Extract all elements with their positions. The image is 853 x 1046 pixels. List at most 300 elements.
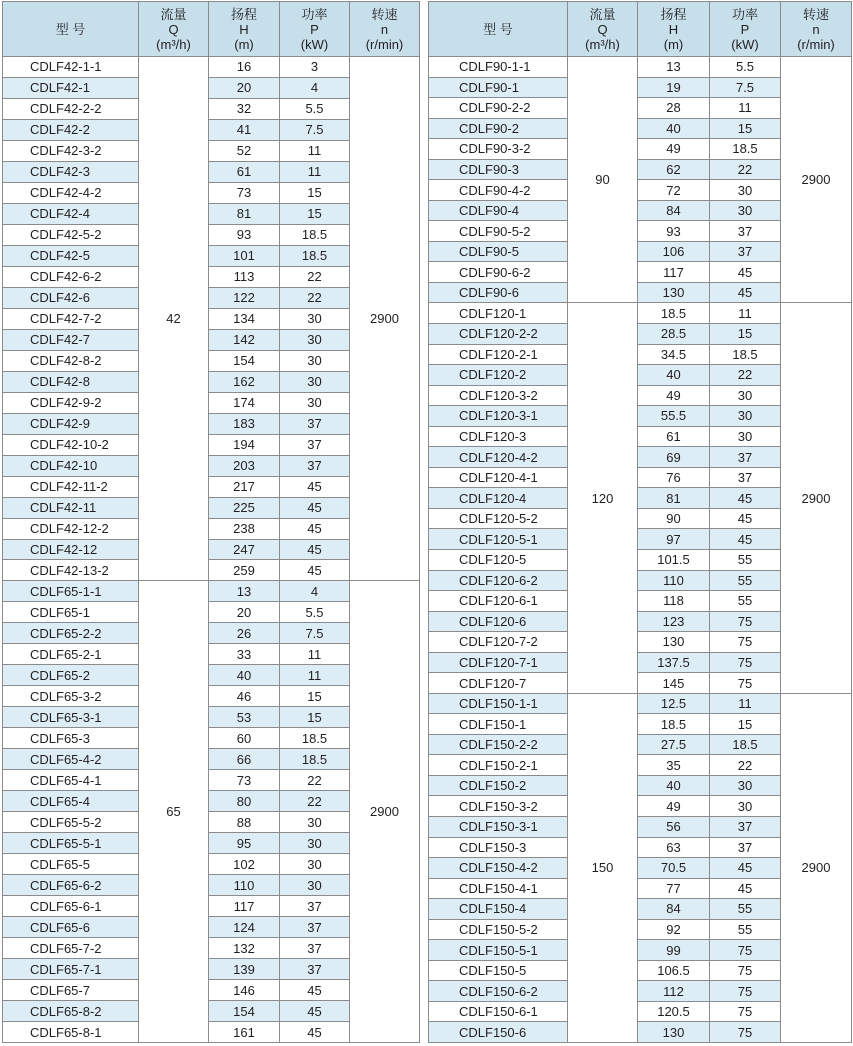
head-cell: 183: [209, 414, 280, 435]
model-cell: CDLF42-13-2: [3, 560, 139, 581]
power-cell: 5.5: [280, 602, 350, 623]
power-cell: 30: [710, 180, 781, 201]
model-cell: CDLF42-5-2: [3, 225, 139, 246]
head-cell: 113: [209, 267, 280, 288]
header-speed-unit: (r/min): [365, 36, 404, 52]
model-cell: CDLF120-4-1: [429, 468, 568, 489]
model-cell: CDLF42-9: [3, 414, 139, 435]
head-cell: 18.5: [638, 714, 710, 735]
power-cell: 45: [710, 529, 781, 550]
power-cell: 37: [710, 447, 781, 468]
power-cell: 3: [280, 57, 350, 78]
head-cell: 81: [638, 488, 710, 509]
model-cell: CDLF42-6: [3, 288, 139, 309]
model-cell: CDLF42-10-2: [3, 435, 139, 456]
head-cell: 146: [209, 980, 280, 1001]
head-cell: 84: [638, 899, 710, 920]
head-cell: 72: [638, 180, 710, 201]
header-flow-name: 流量: [589, 6, 616, 22]
model-cell: CDLF42-6-2: [3, 267, 139, 288]
model-cell: CDLF42-7-2: [3, 309, 139, 330]
power-cell: 37: [280, 896, 350, 917]
head-cell: 46: [209, 686, 280, 707]
model-cell: CDLF90-6: [429, 283, 568, 304]
header-head-unit: (m): [663, 36, 684, 52]
header-head-cell: [209, 2, 280, 57]
model-cell: CDLF90-2: [429, 119, 568, 140]
model-cell: CDLF90-5-2: [429, 221, 568, 242]
power-cell: 45: [280, 560, 350, 581]
flow-cell: 65: [139, 581, 209, 1043]
power-cell: 30: [710, 406, 781, 427]
head-cell: 130: [638, 283, 710, 304]
model-cell: CDLF150-2: [429, 776, 568, 797]
power-cell: 30: [280, 875, 350, 896]
model-cell: CDLF65-8-1: [3, 1022, 139, 1043]
model-cell: CDLF42-7: [3, 330, 139, 351]
head-cell: 33: [209, 644, 280, 665]
power-cell: 30: [280, 372, 350, 393]
model-cell: CDLF65-4-1: [3, 770, 139, 791]
power-cell: 11: [710, 694, 781, 715]
head-cell: 81: [209, 204, 280, 225]
model-cell: CDLF65-2-2: [3, 623, 139, 644]
model-cell: CDLF150-4-2: [429, 858, 568, 879]
power-cell: 4: [280, 581, 350, 602]
head-cell: 145: [638, 673, 710, 694]
power-cell: 15: [710, 714, 781, 735]
flow-cell: 90: [568, 57, 638, 303]
model-cell: CDLF120-3: [429, 427, 568, 448]
model-cell: CDLF120-5-1: [429, 529, 568, 550]
head-cell: 40: [638, 119, 710, 140]
model-cell: CDLF150-4: [429, 899, 568, 920]
model-cell: CDLF150-5-2: [429, 920, 568, 941]
head-cell: 70.5: [638, 858, 710, 879]
power-cell: 11: [280, 141, 350, 162]
model-cell: CDLF42-2-2: [3, 99, 139, 120]
power-cell: 15: [280, 686, 350, 707]
power-cell: 55: [710, 571, 781, 592]
head-cell: 88: [209, 812, 280, 833]
head-cell: 61: [638, 427, 710, 448]
header-head-unit: (m): [234, 36, 254, 52]
model-cell: CDLF120-4-2: [429, 447, 568, 468]
power-cell: 7.5: [710, 78, 781, 99]
head-cell: 132: [209, 938, 280, 959]
head-cell: 55.5: [638, 406, 710, 427]
head-cell: 110: [638, 571, 710, 592]
model-cell: CDLF42-9-2: [3, 393, 139, 414]
flow-cell: 150: [568, 694, 638, 1043]
header-power-name: 功率: [731, 6, 758, 22]
model-cell: CDLF65-2-1: [3, 644, 139, 665]
power-cell: 75: [710, 1002, 781, 1023]
power-cell: 15: [280, 204, 350, 225]
power-cell: 30: [710, 796, 781, 817]
power-cell: 45: [280, 519, 350, 540]
model-cell: CDLF120-7-2: [429, 632, 568, 653]
power-cell: 45: [710, 283, 781, 304]
power-cell: 45: [280, 1022, 350, 1043]
power-cell: 4: [280, 78, 350, 99]
head-cell: 117: [209, 896, 280, 917]
head-cell: 225: [209, 498, 280, 519]
model-cell: CDLF42-12: [3, 540, 139, 561]
head-cell: 66: [209, 749, 280, 770]
head-cell: 63: [638, 838, 710, 859]
power-cell: 15: [710, 119, 781, 140]
head-cell: 203: [209, 456, 280, 477]
head-cell: 40: [638, 776, 710, 797]
power-cell: 22: [280, 288, 350, 309]
head-cell: 32: [209, 99, 280, 120]
power-cell: 15: [710, 324, 781, 345]
head-cell: 16: [209, 57, 280, 78]
spec-table-right: [428, 1, 852, 1043]
header-speed-symbol: n: [380, 21, 389, 37]
header-speed-cell: [781, 2, 852, 57]
head-cell: 142: [209, 330, 280, 351]
head-cell: 217: [209, 477, 280, 498]
head-cell: 137.5: [638, 653, 710, 674]
power-cell: 5.5: [280, 99, 350, 120]
power-cell: 7.5: [280, 120, 350, 141]
model-cell: CDLF90-3: [429, 160, 568, 181]
power-cell: 45: [710, 509, 781, 530]
header-speed-name: 转速: [371, 6, 398, 22]
head-cell: 118: [638, 591, 710, 612]
head-cell: 27.5: [638, 735, 710, 756]
model-cell: CDLF65-7-2: [3, 938, 139, 959]
header-speed-name: 转速: [802, 6, 829, 22]
model-cell: CDLF120-3-2: [429, 386, 568, 407]
head-cell: 259: [209, 560, 280, 581]
head-cell: 93: [638, 221, 710, 242]
head-cell: 174: [209, 393, 280, 414]
power-cell: 18.5: [280, 246, 350, 267]
model-cell: CDLF42-3-2: [3, 141, 139, 162]
head-cell: 35: [638, 755, 710, 776]
head-cell: 93: [209, 225, 280, 246]
model-cell: CDLF120-1: [429, 303, 568, 324]
head-cell: 122: [209, 288, 280, 309]
head-cell: 49: [638, 386, 710, 407]
head-cell: 117: [638, 262, 710, 283]
model-cell: CDLF120-6: [429, 612, 568, 633]
power-cell: 30: [280, 309, 350, 330]
head-cell: 134: [209, 309, 280, 330]
model-cell: CDLF42-2: [3, 120, 139, 141]
model-cell: CDLF65-1: [3, 602, 139, 623]
model-cell: CDLF65-5-1: [3, 833, 139, 854]
head-cell: 99: [638, 940, 710, 961]
model-cell: CDLF90-3-2: [429, 139, 568, 160]
speed-cell: 2900: [350, 57, 420, 581]
power-cell: 55: [710, 920, 781, 941]
model-cell: CDLF150-6: [429, 1022, 568, 1043]
model-cell: CDLF120-5: [429, 550, 568, 571]
head-cell: 90: [638, 509, 710, 530]
power-cell: 45: [710, 488, 781, 509]
head-cell: 80: [209, 791, 280, 812]
model-cell: CDLF42-1: [3, 78, 139, 99]
header-flow-unit: (m³/h): [156, 36, 191, 52]
power-cell: 37: [280, 435, 350, 456]
power-cell: 30: [280, 393, 350, 414]
power-cell: 30: [280, 812, 350, 833]
head-cell: 12.5: [638, 694, 710, 715]
model-cell: CDLF150-4-1: [429, 879, 568, 900]
head-cell: 20: [209, 602, 280, 623]
model-cell: CDLF42-3: [3, 162, 139, 183]
head-cell: 49: [638, 796, 710, 817]
header-flow-cell: [139, 2, 209, 57]
model-cell: CDLF65-4: [3, 791, 139, 812]
head-cell: 52: [209, 141, 280, 162]
model-cell: CDLF42-10: [3, 456, 139, 477]
header-power-symbol: P: [740, 21, 750, 37]
power-cell: 15: [280, 183, 350, 204]
head-cell: 154: [209, 351, 280, 372]
head-cell: 106: [638, 242, 710, 263]
model-cell: CDLF150-6-1: [429, 1002, 568, 1023]
model-cell: CDLF120-4: [429, 488, 568, 509]
header-head-symbol: H: [239, 21, 249, 37]
power-cell: 18.5: [280, 225, 350, 246]
speed-cell: 2900: [781, 694, 852, 1043]
model-cell: CDLF42-11: [3, 498, 139, 519]
model-cell: CDLF90-1: [429, 78, 568, 99]
header-flow-symbol: Q: [168, 21, 179, 37]
model-cell: CDLF42-4-2: [3, 183, 139, 204]
power-cell: 75: [710, 673, 781, 694]
power-cell: 37: [710, 838, 781, 859]
model-cell: CDLF150-3: [429, 838, 568, 859]
head-cell: 19: [638, 78, 710, 99]
head-cell: 123: [638, 612, 710, 633]
head-cell: 20: [209, 78, 280, 99]
model-cell: CDLF42-1-1: [3, 57, 139, 78]
model-cell: CDLF65-6-1: [3, 896, 139, 917]
model-cell: CDLF65-3-2: [3, 686, 139, 707]
power-cell: 75: [710, 981, 781, 1002]
head-cell: 106.5: [638, 961, 710, 982]
power-cell: 22: [710, 160, 781, 181]
power-cell: 45: [280, 980, 350, 1001]
model-cell: CDLF120-3-1: [429, 406, 568, 427]
head-cell: 76: [638, 468, 710, 489]
speed-cell: 2900: [781, 303, 852, 693]
model-cell: CDLF150-1: [429, 714, 568, 735]
head-cell: 101.5: [638, 550, 710, 571]
power-cell: 45: [280, 498, 350, 519]
power-cell: 22: [710, 755, 781, 776]
power-cell: 18.5: [710, 735, 781, 756]
power-cell: 11: [710, 303, 781, 324]
header-flow-name: 流量: [160, 6, 187, 22]
header-model-label: 型 号: [55, 21, 86, 37]
head-cell: 101: [209, 246, 280, 267]
power-cell: 18.5: [280, 728, 350, 749]
model-cell: CDLF150-6-2: [429, 981, 568, 1002]
power-cell: 30: [280, 351, 350, 372]
model-cell: CDLF65-4-2: [3, 749, 139, 770]
header-speed-symbol: n: [812, 21, 820, 37]
head-cell: 162: [209, 372, 280, 393]
power-cell: 45: [710, 879, 781, 900]
header-power-name: 功率: [301, 6, 328, 22]
header-power-symbol: P: [310, 21, 319, 37]
head-cell: 161: [209, 1022, 280, 1043]
power-cell: 18.5: [280, 749, 350, 770]
power-cell: 55: [710, 899, 781, 920]
head-cell: 62: [638, 160, 710, 181]
model-cell: CDLF65-3-1: [3, 707, 139, 728]
power-cell: 75: [710, 632, 781, 653]
model-cell: CDLF65-8-2: [3, 1001, 139, 1022]
head-cell: 238: [209, 519, 280, 540]
model-cell: CDLF150-5-1: [429, 940, 568, 961]
power-cell: 30: [280, 854, 350, 875]
head-cell: 49: [638, 139, 710, 160]
power-cell: 55: [710, 550, 781, 571]
header-model-cell: [429, 2, 568, 57]
model-cell: CDLF150-2-2: [429, 735, 568, 756]
model-cell: CDLF65-2: [3, 665, 139, 686]
head-cell: 95: [209, 833, 280, 854]
model-cell: CDLF150-2-1: [429, 755, 568, 776]
power-cell: 37: [280, 959, 350, 980]
power-cell: 11: [280, 644, 350, 665]
header-power-cell: [710, 2, 781, 57]
model-cell: CDLF42-11-2: [3, 477, 139, 498]
head-cell: 92: [638, 920, 710, 941]
header-model-label: 型 号: [483, 21, 513, 37]
model-cell: CDLF65-5-2: [3, 812, 139, 833]
head-cell: 13: [638, 57, 710, 78]
power-cell: 30: [280, 330, 350, 351]
model-cell: CDLF65-1-1: [3, 581, 139, 602]
flow-cell: 120: [568, 303, 638, 693]
power-cell: 45: [280, 1001, 350, 1022]
model-cell: CDLF42-8-2: [3, 351, 139, 372]
model-cell: CDLF150-3-1: [429, 817, 568, 838]
model-cell: CDLF65-6: [3, 917, 139, 938]
head-cell: 124: [209, 917, 280, 938]
header-flow-unit: (m³/h): [585, 36, 620, 52]
model-cell: CDLF120-7: [429, 673, 568, 694]
power-cell: 7.5: [280, 623, 350, 644]
head-cell: 28.5: [638, 324, 710, 345]
power-cell: 37: [710, 242, 781, 263]
power-cell: 45: [710, 858, 781, 879]
head-cell: 40: [209, 665, 280, 686]
power-cell: 37: [280, 917, 350, 938]
model-cell: CDLF150-3-2: [429, 796, 568, 817]
head-cell: 247: [209, 540, 280, 561]
model-cell: CDLF150-1-1: [429, 694, 568, 715]
power-cell: 37: [280, 938, 350, 959]
header-model-cell: [3, 2, 139, 57]
power-cell: 55: [710, 591, 781, 612]
power-cell: 18.5: [710, 139, 781, 160]
power-cell: 45: [280, 540, 350, 561]
model-cell: CDLF150-5: [429, 961, 568, 982]
model-cell: CDLF65-5: [3, 854, 139, 875]
power-cell: 30: [710, 427, 781, 448]
power-cell: 30: [710, 201, 781, 222]
head-cell: 73: [209, 770, 280, 791]
model-cell: CDLF90-6-2: [429, 262, 568, 283]
model-cell: CDLF42-5: [3, 246, 139, 267]
power-cell: 22: [280, 791, 350, 812]
power-cell: 22: [710, 365, 781, 386]
model-cell: CDLF120-6-1: [429, 591, 568, 612]
power-cell: 37: [710, 221, 781, 242]
power-cell: 37: [280, 414, 350, 435]
head-cell: 77: [638, 879, 710, 900]
head-cell: 102: [209, 854, 280, 875]
model-cell: CDLF65-3: [3, 728, 139, 749]
model-cell: CDLF65-6-2: [3, 875, 139, 896]
power-cell: 11: [280, 665, 350, 686]
header-power-unit: (kW): [300, 36, 329, 52]
head-cell: 34.5: [638, 345, 710, 366]
power-cell: 22: [280, 267, 350, 288]
speed-cell: 2900: [350, 581, 420, 1043]
power-cell: 45: [280, 477, 350, 498]
head-cell: 112: [638, 981, 710, 1002]
power-cell: 75: [710, 940, 781, 961]
header-head-cell: [638, 2, 710, 57]
power-cell: 45: [710, 262, 781, 283]
header-head-name: 扬程: [230, 6, 257, 22]
head-cell: 97: [638, 529, 710, 550]
power-cell: 11: [710, 98, 781, 119]
model-cell: CDLF90-2-2: [429, 98, 568, 119]
model-cell: CDLF65-7: [3, 980, 139, 1001]
power-cell: 37: [710, 468, 781, 489]
header-flow-symbol: Q: [597, 21, 608, 37]
speed-cell: 2900: [781, 57, 852, 303]
model-cell: CDLF42-4: [3, 204, 139, 225]
head-cell: 120.5: [638, 1002, 710, 1023]
head-cell: 26: [209, 623, 280, 644]
head-cell: 18.5: [638, 303, 710, 324]
header-power-cell: [280, 2, 350, 57]
head-cell: 60: [209, 728, 280, 749]
head-cell: 56: [638, 817, 710, 838]
power-cell: 22: [280, 770, 350, 791]
power-cell: 11: [280, 162, 350, 183]
spec-table-left: [2, 1, 420, 1043]
model-cell: CDLF120-2: [429, 365, 568, 386]
power-cell: 75: [710, 653, 781, 674]
head-cell: 61: [209, 162, 280, 183]
head-cell: 40: [638, 365, 710, 386]
power-cell: 18.5: [710, 345, 781, 366]
power-cell: 75: [710, 961, 781, 982]
header-flow-cell: [568, 2, 638, 57]
power-cell: 75: [710, 612, 781, 633]
flow-cell: 42: [139, 57, 209, 581]
header-speed-unit: (r/min): [797, 36, 835, 52]
power-cell: 30: [280, 833, 350, 854]
head-cell: 69: [638, 447, 710, 468]
model-cell: CDLF120-6-2: [429, 571, 568, 592]
power-cell: 30: [710, 776, 781, 797]
